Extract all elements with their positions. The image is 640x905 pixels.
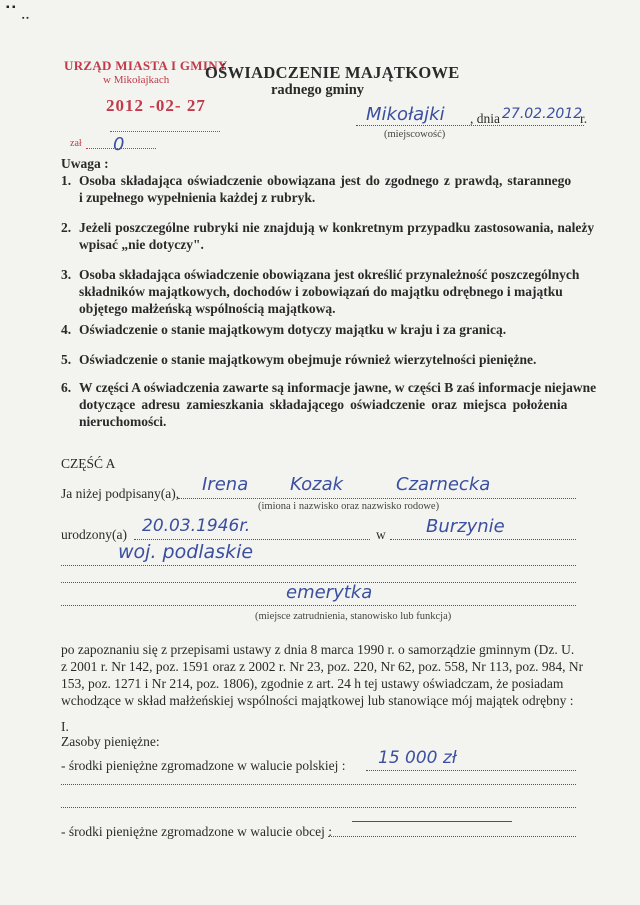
signer-first-name: Irena: [202, 474, 249, 495]
name-caption: (imiona i nazwisko oraz nazwisko rodowe): [258, 501, 440, 512]
note-line: wpisać „nie dotyczy".: [79, 237, 204, 252]
note-line: Osoba składająca oświadczenie obowiązana jest do zgodnego z prawdą, starannego: [79, 173, 572, 188]
note-line: objętego małżeńską wspólnością majątkową.: [79, 301, 336, 316]
stamp-zal-value: 0: [113, 134, 125, 155]
note-line: Jeżeli poszczególne rubryki nie znajdują w konkretnym przypadku zastosowania, należy: [79, 220, 595, 235]
statement-line: z 2001 r. Nr 142, poz. 1591 oraz z 2002 r. Nr 23, poz. 220, Nr 62, poz. 558, Nr 113, poz. 984, Nr: [61, 659, 584, 674]
pln-blank-line: [61, 784, 576, 785]
section-1-title: Zasoby pieniężne:: [61, 734, 160, 749]
notes-heading: Uwaga :: [61, 156, 109, 171]
date-prefix: , dnia: [470, 111, 500, 126]
signer-label: Ja niżej podpisany(a),: [61, 486, 180, 501]
registry-stamp-office: URZĄD MIASTA I GMINY: [64, 58, 228, 73]
note-number-1: 1.: [61, 173, 72, 188]
note-line: W części A oświadczenia zawarte są informacje jawne, w części B zaś informacje niejawne: [79, 380, 597, 395]
part-a-heading: CZĘŚĆ A: [61, 456, 116, 471]
note-number-2: 2.: [61, 220, 72, 235]
birth-date: 20.03.1946r.: [142, 516, 251, 536]
note-line: Oświadczenie o stanie majątkowym dotyczy majątku w kraju i za granicą.: [79, 322, 507, 337]
foreign-funds-label: - środki pieniężne zgromadzone w walucie obcej :: [61, 824, 333, 839]
document-subtitle: radnego gminy: [271, 82, 365, 98]
signer-surname: Kozak: [290, 474, 344, 495]
registry-stamp-date: 2012 -02- 27: [106, 96, 206, 115]
born-label: urodzony(a): [61, 527, 127, 542]
job-value: emerytka: [286, 582, 373, 603]
scan-speck: ▪ ▪: [6, 2, 16, 13]
stamp-dotted-line: [110, 131, 220, 132]
note-number-6: 6.: [61, 380, 72, 395]
pln-funds-value: 15 000 zł: [378, 748, 457, 768]
foreign-funds-dotted-line: [328, 836, 576, 837]
born-dotted-line: [134, 539, 370, 540]
place-value: Mikołajki: [366, 104, 445, 125]
job-dotted-line: [61, 605, 576, 606]
stamp-zal-label: zał: [70, 138, 82, 149]
note-number-5: 5.: [61, 352, 72, 367]
signer-dotted-line: [178, 498, 576, 499]
signer-maiden-name: Czarnecka: [396, 474, 491, 495]
foreign-funds-strike-line: [352, 821, 512, 822]
note-line: składników majątkowych, dochodów i zobowiązań do majątku odrębnego i majątku: [79, 284, 563, 299]
date-suffix: r.: [580, 111, 588, 126]
document-title: OŚWIADCZENIE MAJĄTKOWE: [205, 63, 460, 82]
statement-line: wchodzące w skład małżeńskiej wspólności majątkowej lub stanowiące mój majątek odrębny :: [61, 693, 574, 708]
birth-place-dotted-line: [390, 539, 576, 540]
registry-stamp-place: w Mikołajkach: [103, 74, 170, 86]
statement-line: 153, poz. 1271 i Nr 214, poz. 1806), zgodnie z art. 24 h tej ustawy oświadczam, że posiadam: [61, 676, 564, 691]
place-caption: (miejscowość): [384, 129, 446, 140]
statement-line: po zapoznaniu się z przepisami ustawy z dnia 8 marca 1990 r. o samorządzie gminnym (Dz. U.: [61, 642, 575, 657]
note-line: nieruchomości.: [79, 414, 167, 429]
note-line: Osoba składająca oświadczenie obowiązana jest określić przynależność poszczególnych: [79, 267, 580, 282]
note-line: i zupełnego wypełnienia każdej z rubryk.: [79, 190, 316, 205]
pln-funds-dotted-line: [366, 770, 576, 771]
note-line: Oświadczenie o stanie majątkowym obejmuje również wierzytelności pieniężne.: [79, 352, 537, 367]
date-value: 27.02.2012: [502, 106, 583, 122]
pln-funds-label: - środki pieniężne zgromadzone w walucie polskiej :: [61, 758, 346, 773]
region-value: woj. podlaskie: [118, 541, 254, 563]
note-line: dotyczące adresu zamieszkania składającego oświadczenie oraz miejsca położenia: [79, 397, 568, 412]
scan-speck: ▪ ▪: [22, 14, 29, 22]
region-dotted-line: [61, 565, 576, 566]
section-1-number: I.: [61, 719, 69, 734]
pln-blank-line: [61, 807, 576, 808]
note-number-4: 4.: [61, 322, 72, 337]
birth-place-label: w: [376, 527, 386, 542]
note-number-3: 3.: [61, 267, 72, 282]
job-caption: (miejsce zatrudnienia, stanowisko lub funkcja): [255, 611, 452, 622]
birth-place: Burzynie: [426, 516, 505, 537]
